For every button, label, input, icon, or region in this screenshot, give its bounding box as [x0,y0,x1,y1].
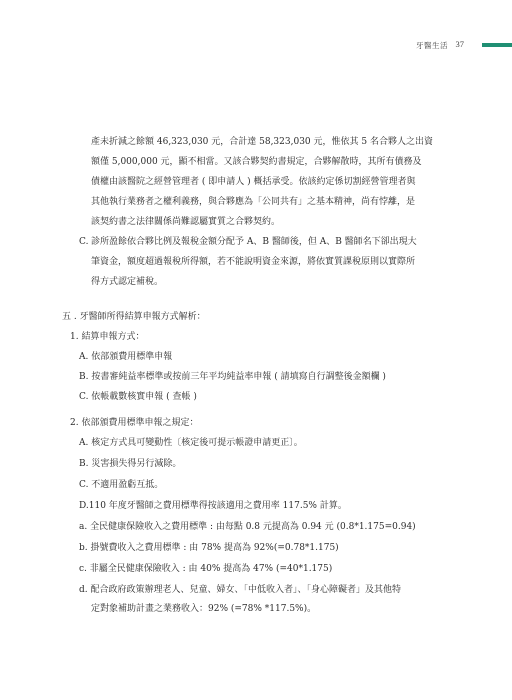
sub-2-item: A. 核定方式具可變動性〔核定後可提示帳證申請更正〕。 [79,438,303,448]
para-b-line: 其他執行業務者之權利義務，與合夥應為「公同共有」之基本精神，尚有悖離，是 [91,197,416,207]
para-c-line: 診所盈餘依合夥比例及報稅金額分配予 A、B 醫師後，但 A、B 醫師名下卻出現大 [91,237,417,247]
sub-2-item: b. 掛號費收入之費用標準 : 由 78% 提高為 92%(=0.78*1.175) [79,543,339,553]
sub-2-item: D.110 年度牙醫師之費用標準得按該適用之費用率 117.5% 計算。 [79,501,347,511]
sub-1-item: A. 依部頒費用標準申報 [79,352,173,362]
para-b-line: 產未折減之餘額 46,323,030 元，合計達 58,323,030 元，惟依其 5 名合夥人之出資 [91,137,433,147]
sub-2-item: d. 配合政府政策辦理老人、兒童、婦女、「中低收入者」、「身心障礙者」及其他特 [79,585,401,595]
para-b-line: 債權由該醫院之經營管理者 ( 即申請人 ) 概括承受。依該約定係切割經營管理者與 [91,177,416,187]
sub-2-item-cont: 定對象補助計畫之業務收入：92% (=78% *117.5%)。 [91,604,317,614]
sub-2-item: a. 全民健康保險收入之費用標準 : 由每點 0.8 元提高為 0.94 元 (0.8*1.175=0.94) [79,522,416,532]
sub-2-item: B. 災害損失得另行減除。 [79,459,182,469]
section-5-title: 五 . 牙醫師所得結算申報方式解析： [62,312,206,322]
para-b-line: 該契約書之法律關係尚難認屬實質之合夥契約。 [91,217,281,227]
para-c-line: 得方式認定補稅。 [91,277,164,287]
section-title: 牙醫生活 [416,41,448,50]
sub-1-item: C. 依帳載數核實申報 ( 查帳 ) [79,392,197,402]
sub-1-title: 1. 結算申報方式： [70,332,145,342]
sub-2-title: 2. 依部頒費用標準申報之規定： [70,418,199,428]
para-b-line: 額僅 5,000,000 元，顯不相當。又該合夥契約書規定，合夥解散時，其所有債務及 [91,157,422,167]
sub-2-item: C. 不適用盈虧互抵。 [79,480,164,490]
sub-2-item: c. 非屬全民健康保險收入 : 由 40% 提高為 47% (=40*1.175) [79,564,333,574]
para-c-label: C. [79,237,89,247]
sub-1-item: B. 按書審純益率標準或按前三年平均純益率申報 ( 請填寫自行調整後金額欄 ) [79,372,386,382]
page-number: 37 [455,39,464,49]
para-c-line: 筆資金，額度超過報稅所得額，若不能說明資金來源，將依實質課稅原則以實際所 [91,257,416,267]
